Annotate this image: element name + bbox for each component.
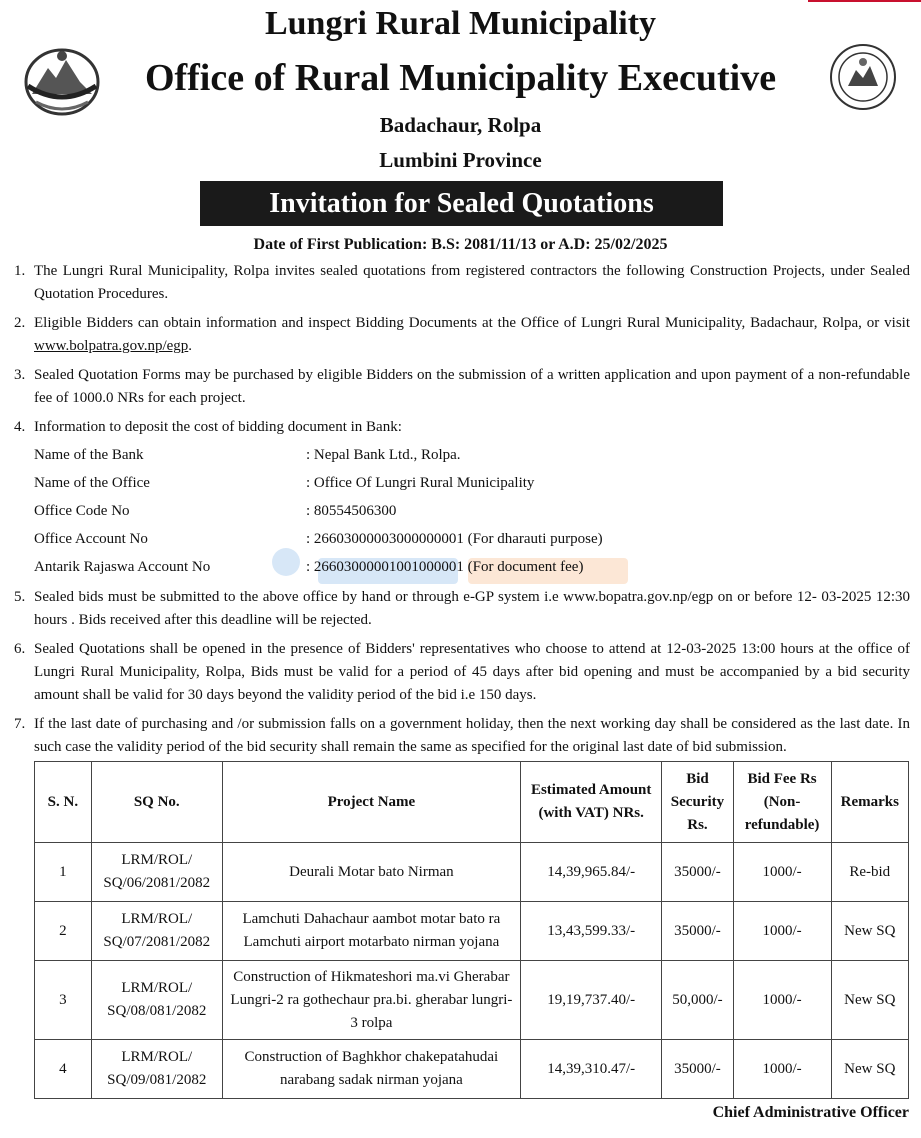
paragraph-6: 6. Sealed Quotations shall be opened in the presence of Bidders' representatives who choose to attend at 12-03-2025 13:00 hours at the office of Lungri Rural Municipality, Rolpa, Bids must be valid for a period of 45 days after bid opening and must be accompanied by a bid security amount shall be valid for 30 days beyond the validity period of the bid i.e 150 days. xyxy=(14,641,910,703)
table-row: 3 LRM/ROL/ SQ/08/081/2082 Construction of Hikmateshori ma.vi Gherabar Lungri-2 ra gothechaur pra.bi. gherabar lungri-3 rolpa 19,19,737.40/- 50,000/- 1000/- New SQ xyxy=(35,961,909,1040)
paragraph-3: 3. Sealed Quotation Forms may be purchased by eligible Bidders on the submission of a written application and upon payment of a non-refundable fee of 1000.0 NRs for each project. xyxy=(14,367,910,406)
col-amount: Estimated Amount (with VAT) NRs. xyxy=(521,762,662,843)
col-security: Bid Security Rs. xyxy=(662,762,733,843)
table-row: 1 LRM/ROL/ SQ/06/2081/2082 Deurali Motar bato Nirman 14,39,965.84/- 35000/- 1000/- Re-bid xyxy=(35,843,909,902)
office-title: Office of Rural Municipality Executive xyxy=(144,57,777,99)
col-sq: SQ No. xyxy=(91,762,222,843)
accent-line xyxy=(808,0,921,2)
notice-body xyxy=(14,260,910,765)
notice-banner: Invitation for Sealed Quotations xyxy=(200,181,723,226)
address-line-2: Lumbini Province xyxy=(379,148,542,172)
table-row: 2 LRM/ROL/ SQ/07/2081/2082 Lamchuti Dahachaur aambot motar bato ra Lamchuti airport motarbato nirman yojana 13,43,599.33/- 35000/- 1000/- New SQ xyxy=(35,902,909,961)
egp-link[interactable]: www.bolpatra.gov.np/egp xyxy=(34,338,189,354)
table-row: 4 LRM/ROL/ SQ/09/081/2082 Construction of Baghkhor chakepatahudai narabang sadak nirman yojana 14,39,310.47/- 35000/- 1000/- New SQ xyxy=(35,1040,909,1099)
projects-table xyxy=(34,761,909,1099)
paragraph-4: 4. Information to deposit the cost of bidding document in Bank: xyxy=(14,419,402,435)
publication-date: Date of First Publication: B.S: 2081/11/13 or A.D: 25/02/2025 xyxy=(253,236,668,253)
address-line-1: Badachaur, Rolpa xyxy=(379,113,542,137)
municipality-title: Lungri Rural Municipality xyxy=(264,5,657,42)
col-remarks: Remarks xyxy=(831,762,908,843)
bank-info xyxy=(34,441,910,581)
bank-row: Name of the Bank : Nepal Bank Ltd., Rolpa. xyxy=(34,447,461,463)
paragraph-7: 7. If the last date of purchasing and /or submission falls on a government holiday, then the next working day shall be considered as the last date. In such case the validity period of the bid security shall remain the same as specified for the original last date of bid submission. xyxy=(14,716,910,755)
bank-row: Antarik Rajaswa Account No : 26603000001001000001 (For document fee) xyxy=(34,559,584,575)
col-project: Project Name xyxy=(222,762,520,843)
bank-row: Office Account No : 26603000003000000001 (For dharauti purpose) xyxy=(34,531,603,547)
bank-row: Name of the Office : Office Of Lungri Rural Municipality xyxy=(34,475,535,491)
paragraph-2: 2. Eligible Bidders can obtain information and inspect Bidding Documents at the Office of Lungri Rural Municipality, Badachaur, Rolpa, or visit www.bolpatra.gov.np/egp. xyxy=(14,315,910,354)
signature-title: Chief Administrative Officer xyxy=(712,1104,909,1121)
bank-row: Office Code No : 80554506300 xyxy=(34,503,397,519)
paragraph-5: 5. Sealed bids must be submitted to the above office by hand or through e-GP system i.e www.bopatra.gov.np/egp on or before 12- 03-2025 12:30 hours . Bids received after this deadline will be rejected. xyxy=(14,589,910,628)
col-fee: Bid Fee Rs (Non-refundable) xyxy=(733,762,831,843)
col-sn: S. N. xyxy=(35,762,92,843)
table-header-row xyxy=(35,762,909,843)
paragraph-1: 1. The Lungri Rural Municipality, Rolpa invites sealed quotations from registered contractors the following Construction Projects, under Sealed Quotation Procedures. xyxy=(14,263,910,302)
